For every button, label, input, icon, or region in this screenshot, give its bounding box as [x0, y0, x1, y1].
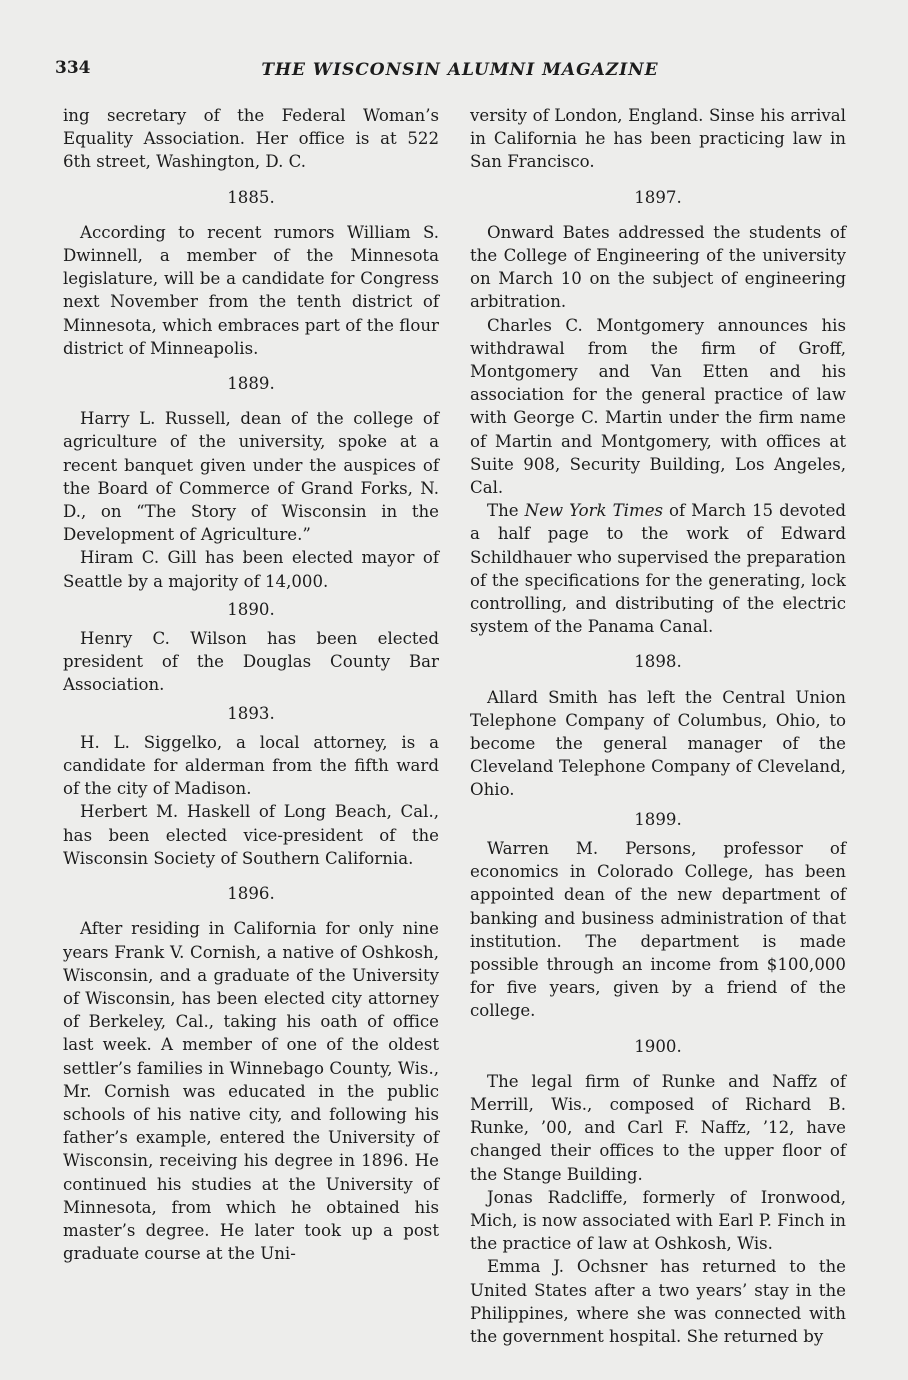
paragraph: Henry C. Wilson has been elected president of the Douglas County Bar Association. — [63, 629, 439, 695]
left-column — [63, 104, 439, 1265]
year-heading-1900: 1900. — [634, 1036, 682, 1056]
paragraph: The legal firm of Runke and Naffz of Merrill, Wis., composed of Richard B. Runke, ’00, and Carl F. Naffz, ’12, have changed their offices to the upper floor of the Stange Building. — [470, 1071, 846, 1184]
paragraph: versity of London, England. Sinse his arrival in California he has been practicing law in San Francisco. — [470, 106, 846, 172]
year-heading-1897: 1897. — [634, 187, 682, 207]
year-heading-1890: 1890. — [227, 599, 275, 619]
paragraph: Onward Bates addressed the students of the College of Engineering of the university on March 10 on the subject of engineering arbitration. — [470, 222, 846, 312]
year-heading-1893: 1893. — [227, 703, 275, 723]
paragraph: H. L. Siggelko, a local attorney, is a candidate for alderman from the fifth ward of the city of Madison. — [63, 732, 439, 799]
paragraph: According to recent rumors William S. Dwinnell, a member of the Minnesota legislature, will be a candidate for Congress next November from the tenth district of Minnesota, which embraces part of the flour district of Minneapolis. — [63, 222, 439, 358]
paragraph: Emma J. Ochsner has returned to the United States after a two years’ stay in the Philippines, where she was connected with the government hospital. She returned by — [470, 1257, 846, 1346]
page-number: 334 — [55, 58, 91, 78]
paragraph: Warren M. Persons, professor of economics in Colorado College, has been appointed dean of the new department of banking and business administration of that institution. The department is made possible through an income from $100,000 for five years, given by a friend of the college. — [470, 838, 846, 1021]
paragraph: Harry L. Russell, dean of the college of agriculture of the university, spoke at a recent banquet given under the auspices of the Board of Commerce of Grand Forks, N. D., on “The Story of Wisconsin in the Development of Agriculture.” — [63, 409, 439, 545]
paragraph: After residing in California for only nine years Frank V. Cornish, a native of Oshkosh, Wisconsin, and a graduate of the University of Wisconsin, has been elected city attorney of Berkeley, Cal., taking his oath of office last week. A member of one of the oldest settler’s families in Winnebago County, Wis., Mr. Cornish was educated in the public schools of his native city, and following his father’s example, entered the University of Wisconsin, receiving his degree in 1896. He continued his studies at the University of Minnesota, from which he obtained his master’s degree. He later took up a post graduate course at the Uni- — [63, 919, 439, 1264]
text-run: of March 15 devoted a half page to the work of Edward Schildhauer who supervised the preparation of the specifications for the generating, lock controlling, and distributing of the electric system of the Panama Canal. — [470, 501, 847, 637]
paragraph: Hiram C. Gill has been elected mayor of Seattle by a majority of 14,000. — [63, 548, 439, 591]
paragraph: Jonas Radcliffe, formerly of Ironwood, Mich, is now associated with Earl P. Finch in the practice of law at Oshkosh, Wis. — [470, 1187, 846, 1254]
year-heading-1885: 1885. — [227, 187, 275, 207]
running-header: THE WISCONSIN ALUMNI MAGAZINE — [261, 60, 659, 80]
year-heading-1889: 1889. — [227, 374, 275, 394]
year-heading-1899: 1899. — [634, 809, 682, 829]
year-heading-1898: 1898. — [634, 652, 682, 672]
paragraph: Herbert M. Haskell of Long Beach, Cal., has been elected vice-president of the Wisconsin Society of Southern California. — [63, 802, 439, 868]
paragraph: Charles C. Montgomery announces his withdrawal from the firm of Groff, Montgomery and Van Etten and his association for the general practice of law with George C. Martin under the firm name of Martin and Montgomery, with offices at Suite 908, Security Building, Los Angeles, Cal. — [470, 315, 846, 498]
newspaper-title: New York Times — [524, 501, 664, 521]
text-run: The — [487, 501, 525, 521]
paragraph: ing secretary of the Federal Woman’s Equality Association. Her office is at 522 6th street, Washington, D. C. — [63, 106, 439, 172]
paragraph: Allard Smith has left the Central Union Telephone Company of Columbus, Ohio, to become the general manager of the Cleveland Telephone Company of Cleveland, Ohio. — [470, 687, 846, 800]
year-heading-1896: 1896. — [227, 884, 275, 904]
paragraph — [470, 499, 846, 638]
right-column — [470, 104, 846, 1348]
